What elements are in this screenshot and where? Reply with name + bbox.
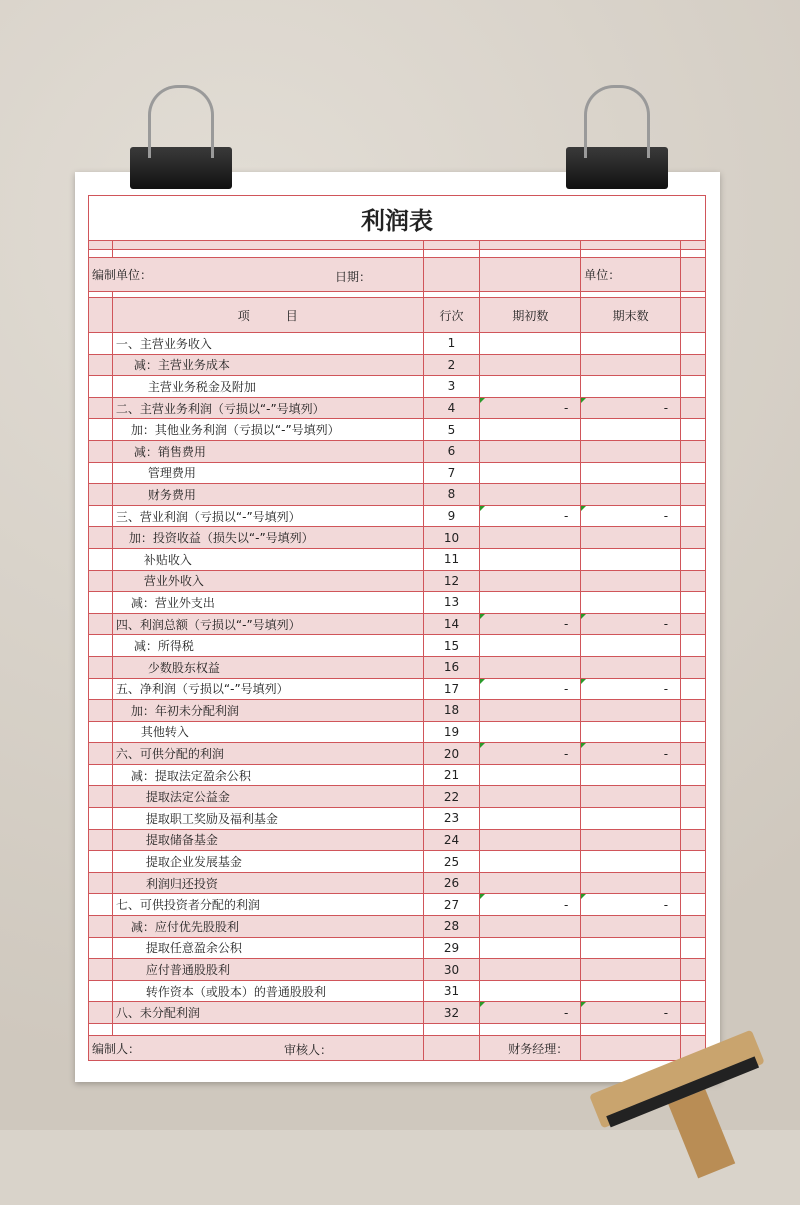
end-value-cell[interactable] [581, 419, 681, 441]
header-line: 行次 [423, 298, 480, 333]
begin-value-cell[interactable] [480, 700, 581, 722]
row-number: 17 [423, 678, 480, 700]
row-number: 3 [423, 376, 480, 398]
row-number: 16 [423, 656, 480, 678]
row-number: 25 [423, 851, 480, 873]
date-label: 日期： [335, 270, 372, 284]
profit-statement-table [88, 195, 706, 1061]
row-number: 21 [423, 764, 480, 786]
row-number: 12 [423, 570, 480, 592]
table-row [89, 916, 706, 938]
end-value-cell[interactable] [581, 484, 681, 506]
end-value-cell[interactable] [581, 786, 681, 808]
row-label: 应付普通股股利 [112, 959, 423, 981]
end-value-cell[interactable]: - [581, 678, 681, 700]
table-row [89, 656, 706, 678]
row-number: 8 [423, 484, 480, 506]
end-value-cell[interactable] [581, 527, 681, 549]
table-row [89, 700, 706, 722]
begin-value-cell[interactable] [480, 808, 581, 830]
end-value-cell[interactable]: - [581, 894, 681, 916]
table-row [89, 937, 706, 959]
row-label: 减：提取法定盈余公积 [112, 764, 423, 786]
row-number: 18 [423, 700, 480, 722]
begin-value-cell[interactable] [480, 376, 581, 398]
end-value-cell[interactable] [581, 700, 681, 722]
row-label: 提取职工奖励及福利基金 [112, 808, 423, 830]
reviewer-label: 审核人： [284, 1043, 333, 1057]
row-number: 30 [423, 959, 480, 981]
table-row [89, 959, 706, 981]
binder-clip-left [130, 147, 232, 189]
end-value-cell[interactable] [581, 376, 681, 398]
page-title: 利润表 [89, 196, 706, 241]
row-label: 减：所得税 [112, 635, 423, 657]
table-row [89, 354, 706, 376]
end-value-cell[interactable] [581, 656, 681, 678]
table-row [89, 872, 706, 894]
end-value-cell[interactable] [581, 980, 681, 1002]
row-number: 23 [423, 808, 480, 830]
row-number: 31 [423, 980, 480, 1002]
row-label: 减：应付优先股股利 [112, 916, 423, 938]
begin-value-cell[interactable] [480, 829, 581, 851]
end-value-cell[interactable] [581, 959, 681, 981]
row-label: 其他转入 [112, 721, 423, 743]
begin-value-cell[interactable] [480, 656, 581, 678]
meta-row [89, 258, 424, 292]
row-label: 四、利润总额（亏损以“-”号填列） [112, 613, 423, 635]
table-row [89, 333, 706, 355]
row-number: 26 [423, 872, 480, 894]
row-label: 一、主营业务收入 [112, 333, 423, 355]
begin-value-cell[interactable] [480, 635, 581, 657]
row-number: 28 [423, 916, 480, 938]
row-number: 6 [423, 440, 480, 462]
row-number: 9 [423, 505, 480, 527]
row-label: 提取法定公益金 [112, 786, 423, 808]
table-row [89, 764, 706, 786]
row-label: 减：营业外支出 [112, 592, 423, 614]
table-row [89, 786, 706, 808]
row-number: 15 [423, 635, 480, 657]
end-value-cell[interactable] [581, 635, 681, 657]
row-label: 六、可供分配的利润 [112, 743, 423, 765]
preparer-label: 编制人： [92, 1041, 141, 1056]
row-label: 减：销售费用 [112, 440, 423, 462]
row-label: 加：投资收益（损失以“-”号填列） [112, 527, 423, 549]
row-label: 主营业务税金及附加 [112, 376, 423, 398]
end-value-cell[interactable] [581, 916, 681, 938]
table-row [89, 980, 706, 1002]
row-label: 利润归还投资 [112, 872, 423, 894]
end-value-cell[interactable] [581, 851, 681, 873]
begin-value-cell[interactable] [480, 440, 581, 462]
begin-value-cell[interactable] [480, 916, 581, 938]
end-value-cell[interactable] [581, 937, 681, 959]
row-label: 五、净利润（亏损以“-”号填列） [112, 678, 423, 700]
end-value-cell[interactable] [581, 592, 681, 614]
row-label: 少数股东权益 [112, 656, 423, 678]
begin-value-cell[interactable]: - [480, 613, 581, 635]
row-label: 营业外收入 [112, 570, 423, 592]
row-label: 提取企业发展基金 [112, 851, 423, 873]
begin-value-cell[interactable] [480, 721, 581, 743]
begin-value-cell[interactable] [480, 959, 581, 981]
begin-value-cell[interactable]: - [480, 505, 581, 527]
begin-value-cell[interactable] [480, 980, 581, 1002]
end-value-cell[interactable] [581, 333, 681, 355]
row-label: 提取任意盈余公积 [112, 937, 423, 959]
row-label: 补贴收入 [112, 548, 423, 570]
end-value-cell[interactable] [581, 440, 681, 462]
row-number: 13 [423, 592, 480, 614]
begin-value-cell[interactable]: - [480, 894, 581, 916]
row-number: 4 [423, 397, 480, 419]
row-number: 1 [423, 333, 480, 355]
binder-clip-right [566, 147, 668, 189]
table-row [89, 397, 706, 419]
end-value-cell[interactable]: - [581, 1002, 681, 1024]
row-number: 14 [423, 613, 480, 635]
unit-label: 编制单位： [92, 268, 153, 282]
row-label: 减：主营业务成本 [112, 354, 423, 376]
row-label: 管理费用 [112, 462, 423, 484]
row-label: 转作资本（或股本）的普通股股利 [112, 980, 423, 1002]
row-label: 财务费用 [112, 484, 423, 506]
header-end: 期末数 [581, 298, 681, 333]
table-row [89, 808, 706, 830]
begin-value-cell[interactable] [480, 333, 581, 355]
begin-value-cell[interactable] [480, 570, 581, 592]
end-value-cell[interactable]: - [581, 613, 681, 635]
row-label: 加：年初未分配利润 [112, 700, 423, 722]
begin-value-cell[interactable] [480, 851, 581, 873]
table-row [89, 635, 706, 657]
row-number: 32 [423, 1002, 480, 1024]
begin-value-cell[interactable] [480, 764, 581, 786]
table-row [89, 894, 706, 916]
end-value-cell[interactable] [581, 570, 681, 592]
table-row [89, 743, 706, 765]
end-value-cell[interactable] [581, 808, 681, 830]
table-row [89, 505, 706, 527]
begin-value-cell[interactable] [480, 786, 581, 808]
row-number: 11 [423, 548, 480, 570]
header-item: 项 目 [112, 298, 423, 333]
row-label: 八、未分配利润 [112, 1002, 423, 1024]
end-value-cell[interactable] [581, 872, 681, 894]
row-label: 提取储备基金 [112, 829, 423, 851]
table-row [89, 484, 706, 506]
row-label: 七、可供投资者分配的利润 [112, 894, 423, 916]
begin-value-cell[interactable]: - [480, 397, 581, 419]
table-row [89, 570, 706, 592]
table-row [89, 548, 706, 570]
row-number: 27 [423, 894, 480, 916]
row-number: 29 [423, 937, 480, 959]
begin-value-cell[interactable]: - [480, 678, 581, 700]
row-number: 7 [423, 462, 480, 484]
row-number: 10 [423, 527, 480, 549]
begin-value-cell[interactable] [480, 592, 581, 614]
row-number: 5 [423, 419, 480, 441]
row-number: 19 [423, 721, 480, 743]
begin-value-cell[interactable] [480, 354, 581, 376]
table-row [89, 721, 706, 743]
end-value-cell[interactable] [581, 829, 681, 851]
table-row [89, 440, 706, 462]
end-value-cell[interactable]: - [581, 397, 681, 419]
end-value-cell[interactable] [581, 462, 681, 484]
end-value-cell[interactable]: - [581, 505, 681, 527]
begin-value-cell[interactable]: - [480, 743, 581, 765]
begin-value-cell[interactable] [480, 462, 581, 484]
table-row [89, 1002, 706, 1024]
end-value-cell[interactable] [581, 548, 681, 570]
table-row [89, 462, 706, 484]
row-number: 2 [423, 354, 480, 376]
row-number: 22 [423, 786, 480, 808]
currency-label: 单位： [581, 258, 681, 292]
footer-row [89, 1036, 424, 1061]
table-row [89, 613, 706, 635]
end-value-cell[interactable] [581, 721, 681, 743]
table-row [89, 419, 706, 441]
table-row [89, 592, 706, 614]
table-row [89, 527, 706, 549]
table-row [89, 678, 706, 700]
manager-label: 财务经理： [480, 1036, 581, 1061]
end-value-cell[interactable]: - [581, 743, 681, 765]
header-begin: 期初数 [480, 298, 581, 333]
begin-value-cell[interactable] [480, 548, 581, 570]
begin-value-cell[interactable] [480, 484, 581, 506]
row-label: 三、营业利润（亏损以“-”号填列） [112, 505, 423, 527]
end-value-cell[interactable] [581, 354, 681, 376]
begin-value-cell[interactable] [480, 527, 581, 549]
row-label: 二、主营业务利润（亏损以“-”号填列） [112, 397, 423, 419]
row-label: 加：其他业务利润（亏损以“-”号填列） [112, 419, 423, 441]
begin-value-cell[interactable] [480, 937, 581, 959]
table-row [89, 851, 706, 873]
begin-value-cell[interactable] [480, 419, 581, 441]
table-row [89, 376, 706, 398]
table-row [89, 829, 706, 851]
begin-value-cell[interactable] [480, 872, 581, 894]
row-number: 24 [423, 829, 480, 851]
begin-value-cell[interactable]: - [480, 1002, 581, 1024]
end-value-cell[interactable] [581, 764, 681, 786]
row-number: 20 [423, 743, 480, 765]
